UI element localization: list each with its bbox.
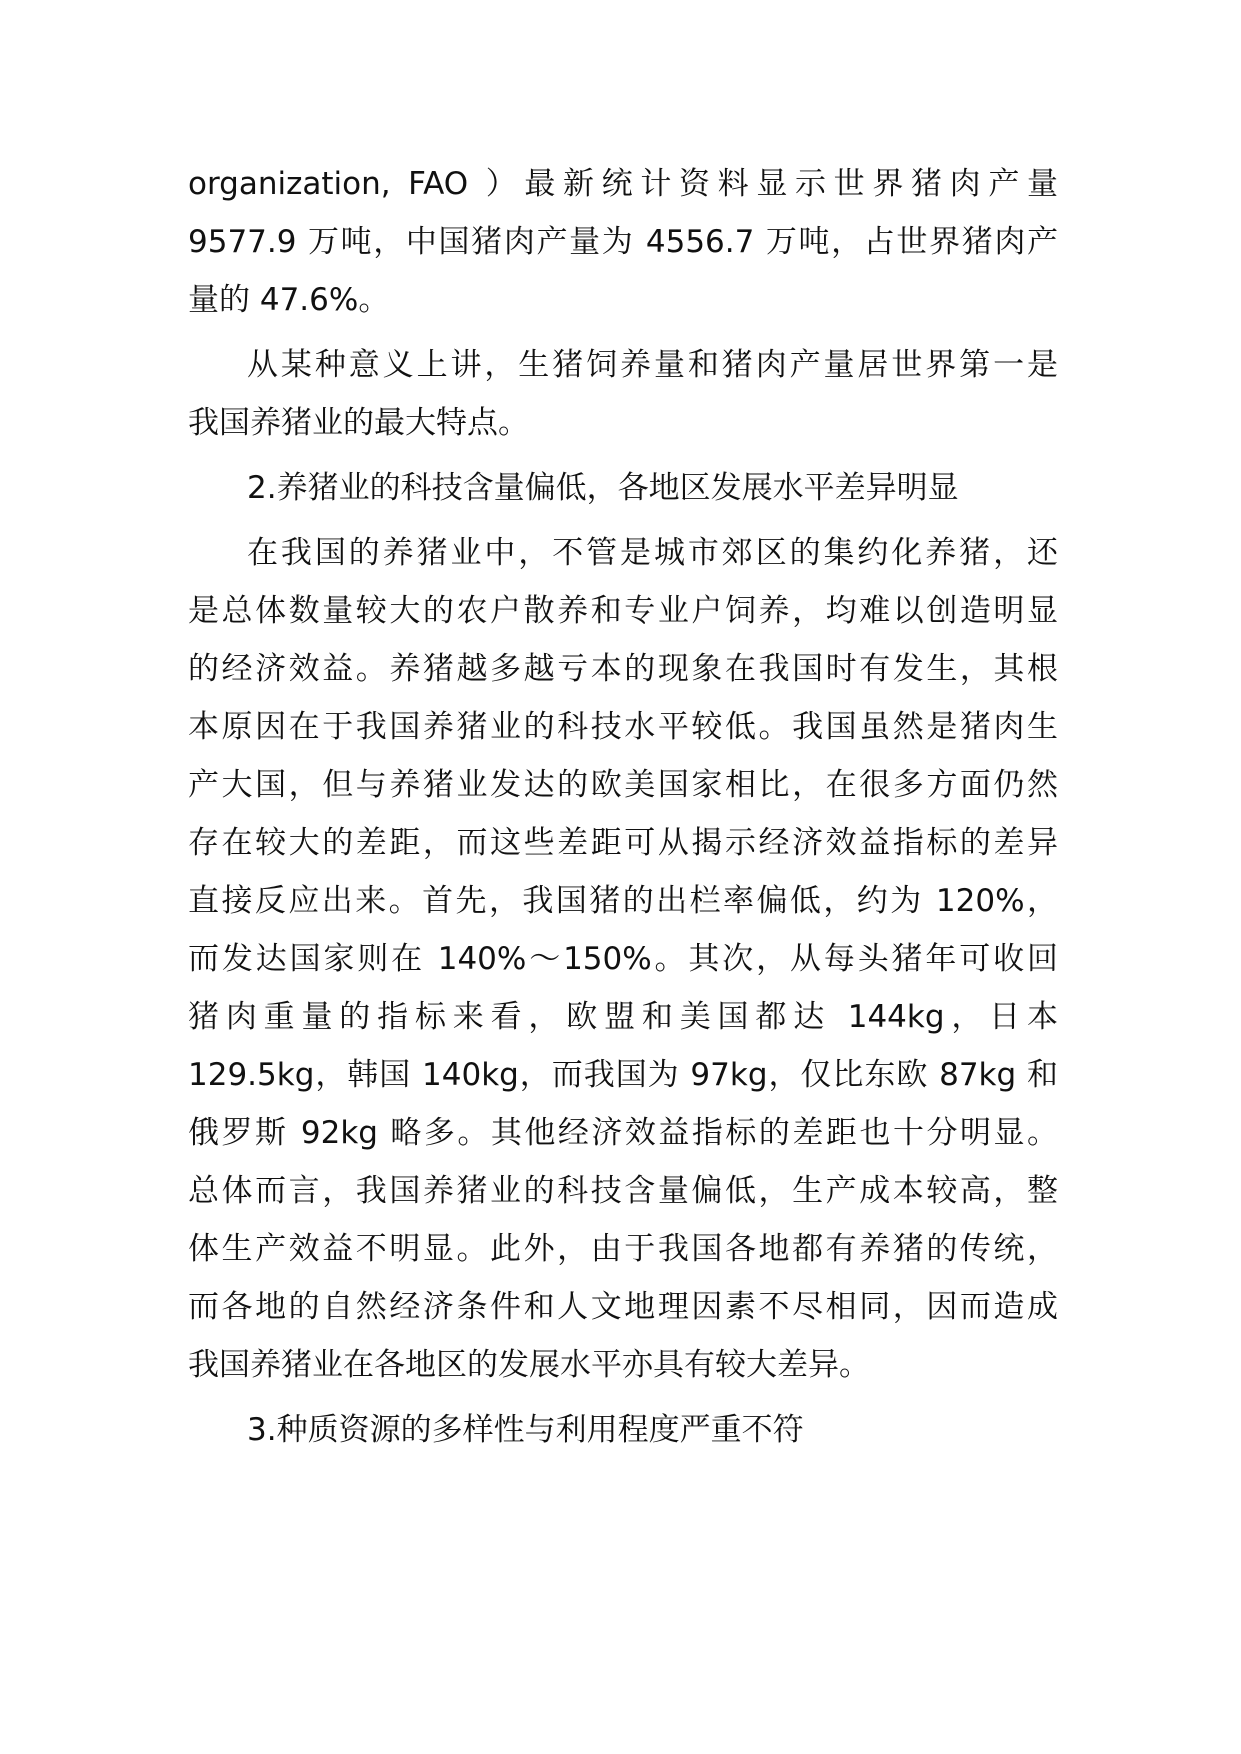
body-text [188, 155, 1058, 1459]
text-line: 猪肉重量的指标来看，欧盟和美国都达 144kg，日本 [188, 999, 1058, 1035]
text-line: 9577.9 万吨，中国猪肉产量为 4556.7 万吨，占世界猪肉产 [188, 224, 1058, 260]
text-line: 我国养猪业在各地区的发展水平亦具有较大差异。 [188, 1347, 870, 1383]
text-line: 而各地的自然经济条件和人文地理因素不尽相同，因而造成 [188, 1289, 1058, 1325]
text-line: 体生产效益不明显。此外，由于我国各地都有养猪的传统， [188, 1231, 1058, 1267]
text-line: 而发达国家则在 140%～150%。其次，从每头猪年可收回 [188, 941, 1058, 977]
text-line: 是总体数量较大的农户散养和专业户饲养，均难以创造明显 [188, 593, 1058, 629]
text-line: 产大国，但与养猪业发达的欧美国家相比，在很多方面仍然 [188, 767, 1058, 803]
text-line: 直接反应出来。首先，我国猪的出栏率偏低，约为 120%， [188, 883, 1058, 919]
text-line: 从某种意义上讲，生猪饲养量和猪肉产量居世界第一是 [247, 347, 1058, 383]
text-line: 本原因在于我国养猪业的科技水平较低。我国虽然是猪肉生 [188, 709, 1058, 745]
text-line: 我国养猪业的最大特点。 [188, 405, 529, 441]
section-heading: 2.养猪业的科技含量偏低，各地区发展水平差异明显 [247, 470, 959, 506]
text-line: 存在较大的差距，而这些差距可从揭示经济效益指标的差异 [188, 825, 1058, 861]
text-line: organization, FAO ）最新统计资料显示世界猪肉产量 [188, 166, 1058, 202]
text-line: 129.5kg，韩国 140kg，而我国为 97kg，仅比东欧 87kg 和 [188, 1057, 1058, 1093]
text-line: 的经济效益。养猪越多越亏本的现象在我国时有发生，其根 [188, 651, 1058, 687]
text-line: 俄罗斯 92kg 略多。其他经济效益指标的差距也十分明显。 [188, 1115, 1058, 1151]
text-line: 总体而言，我国养猪业的科技含量偏低，生产成本较高，整 [188, 1173, 1058, 1209]
text-line: 量的 47.6%。 [188, 282, 390, 318]
text-line: 在我国的养猪业中，不管是城市郊区的集约化养猪，还 [247, 535, 1058, 571]
section-heading: 3.种质资源的多样性与利用程度严重不符 [247, 1412, 804, 1448]
